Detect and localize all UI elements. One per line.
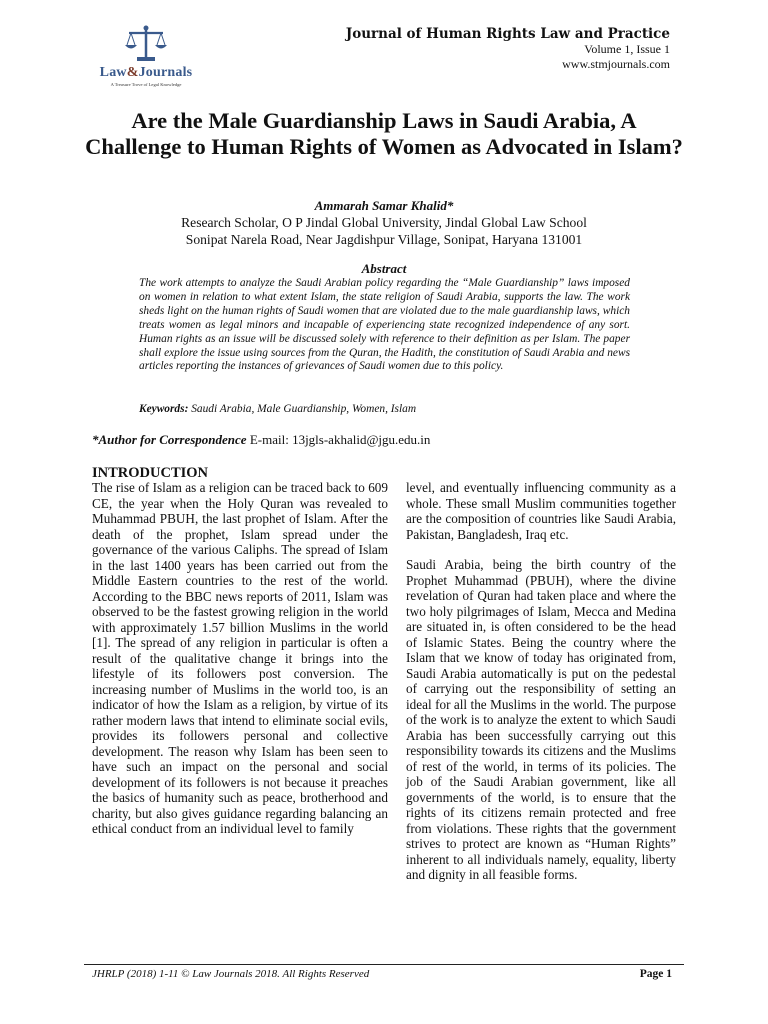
logo-tagline: A Treasure Trove of Legal Knowledge [110, 82, 182, 87]
body-paragraph: The rise of Islam as a religion can be traced back to 609 CE, the year when the Holy Quran was revealed to Muhammad PBUH, the last prophet of Islam. After the death of the prophet, Islam spread under the governance of the various Caliphs. The spread of Islam in the last 1400 years has been carried out from the Middle Eastern countries to the rest of the world. According to the BBC news reports of 2011, Islam was observed to be the fastest growing religion in the world with approximately 1.57 billion Muslims in the world [1]. The spread of any religion in particular is often a result of the qualitative change it brings into the lifestyle of its followers post conversion. The increasing number of Muslims in the world too, is an indicator of how the Islam as a religion, by virtue of its rather modern laws that intend to eliminate social evils, provides its followers personal and collective development. The reason why Islam has been seen to have such an impact on the personal and social development of its followers is not because it preaches the basics of humanity such as peace, brotherhood and charity, but also gives guidance regarding balancing an ethical conduct from an individual level to family [92, 480, 388, 836]
journal-header [346, 26, 670, 72]
author-name: Ammarah Samar Khalid* [314, 198, 454, 213]
paper-title: Are the Male Guardianship Laws in Saudi Arabia, A Challenge to Human Rights of Women as Advocated in Islam? [85, 108, 683, 159]
body-column-left [92, 480, 388, 837]
correspondence-email: E-mail: 13jgls-akhalid@jgu.edu.in [249, 432, 431, 447]
abstract-heading: Abstract [361, 261, 407, 276]
scales-of-justice-icon [123, 24, 169, 64]
abstract-text: The work attempts to analyze the Saudi Arabian policy regarding the “Male Guardianship” laws imposed on women in relation to what extent Islam, the state religion of Saudi Arabia, supports the law. The work sheds light on the human rights of Saudi women that are violated due to the male guardianship laws, which treats women as legal minors and incapable of experiencing state recognized independence of any sort. Human rights as an issue will be discussed solely with reference to their definition as per Islam. The paper shall explore the issue using sources from the Quran, the Hadith, the constitution of Saudi Arabia and news articles reporting the instances of grievances of Saudi women due to this policy. [139, 277, 630, 373]
keywords-list: Saudi Arabia, Male Guardianship, Women, Islam [191, 403, 417, 415]
keywords [139, 403, 416, 415]
journal-website: www.stmjournals.com [562, 57, 670, 71]
keywords-label: Keywords: [139, 403, 189, 415]
body-column-right [406, 480, 676, 883]
body-paragraph: Saudi Arabia, being the birth country of the Prophet Muhammad (PBUH), where the divine revelation of Quran had taken place and where the two holy pilgrimages of Islam, Mecca and Medina are situated in, is often considered to be the head of Islamic States. Being the country where the Islam that we know of today has originated from, Saudi Arabia automatically is put on the pedestal of carrying out the responsibility of setting an ideal for all the Muslims in the world. The purpose of the work is to analyze the extent to which Saudi Arabia has been successfully carrying out this responsibility towards its citizens and the Muslims of rest of the world, in terms of its policies. The job of the Saudi Arabian government, like all governments of the world, is to ensure that the rights of its citizens remain protected and free from violations. These rights that the government strives to protect are known as “Human Rights” inherent to all individuals namely, equality, liberty and dignity in all feasible forms. [406, 557, 676, 882]
correspondence [92, 432, 430, 448]
affiliation-line-2: Sonipat Narela Road, Near Jagdishpur Village, Sonipat, Haryana 131001 [185, 232, 583, 247]
journal-title: Journal of Human Rights Law and Practice [345, 26, 670, 42]
footer-citation: JHRLP (2018) 1-11 © Law Journals 2018. All Rights Reserved [92, 968, 370, 980]
page-number: Page 1 [639, 968, 672, 980]
author-affiliation [84, 214, 684, 248]
body-paragraph: level, and eventually influencing community as a whole. These small Muslim communities together are the composition of countries like Saudi Arabia, Pakistan, Bangladesh, Iraq etc. [406, 480, 676, 542]
correspondence-label: *Author for Correspondence [92, 432, 247, 447]
journal-volume: Volume 1, Issue 1 [584, 42, 670, 56]
affiliation-line-1: Research Scholar, O P Jindal Global University, Jindal Global Law School [181, 215, 587, 230]
journal-logo [92, 24, 200, 96]
footer-rule [84, 964, 684, 965]
section-heading-introduction: INTRODUCTION [92, 465, 209, 481]
logo-wordmark: Law&Journals [99, 65, 193, 80]
